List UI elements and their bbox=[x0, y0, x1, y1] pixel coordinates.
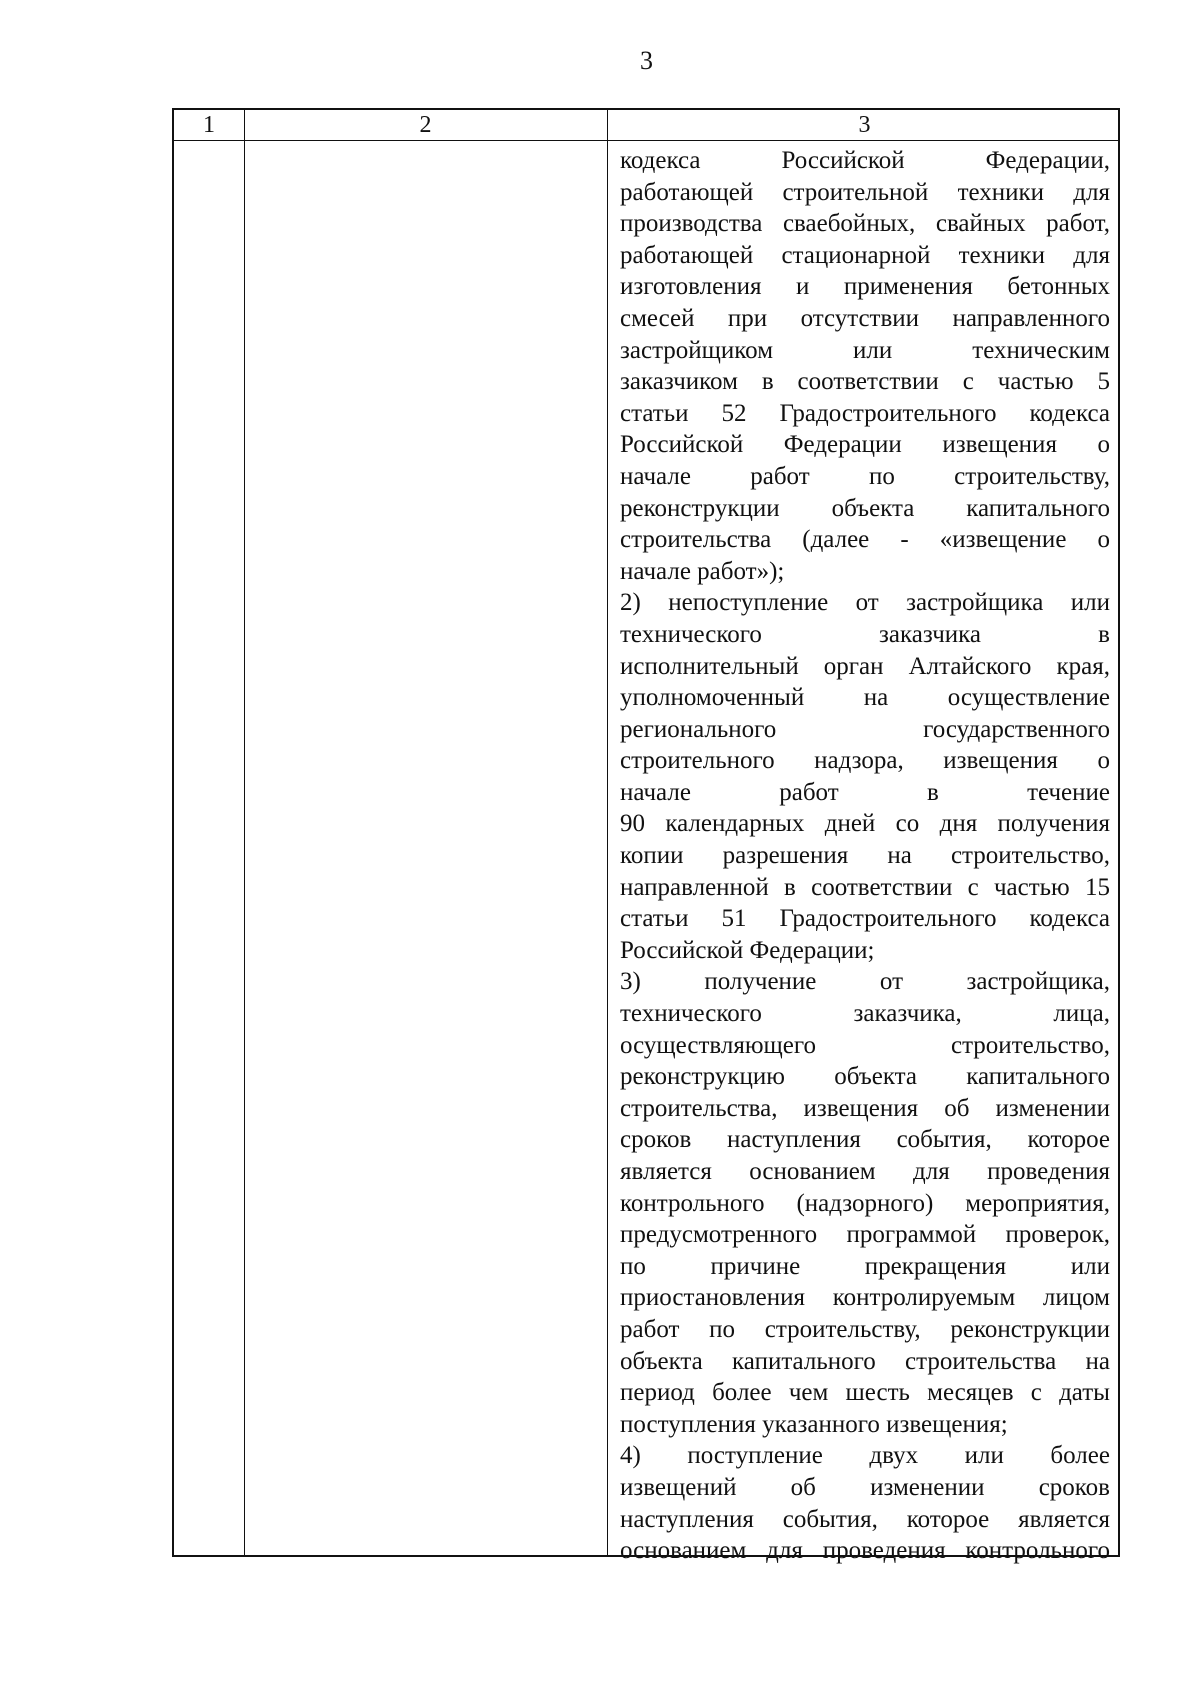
text-line: начале работ»); bbox=[620, 557, 785, 585]
text-line: работающей стационарной техники для bbox=[620, 241, 1110, 269]
header-column-2: 2 bbox=[419, 112, 432, 138]
text-line: 90 календарных дней со дня получения bbox=[620, 810, 1110, 838]
text-line: направленной в соответствии с частью 15 bbox=[620, 873, 1110, 901]
text-line: Российской Федерации; bbox=[620, 936, 875, 964]
text-line: исполнительный орган Алтайского края, bbox=[620, 652, 1110, 680]
text-line: уполномоченный на осуществление bbox=[620, 684, 1110, 712]
text-line: регионального государственного bbox=[620, 715, 1110, 743]
text-line: застройщиком или техническим bbox=[620, 336, 1110, 364]
text-line: статьи 52 Градостроительного кодекса bbox=[620, 399, 1110, 427]
text-line: сроков наступления события, которое bbox=[620, 1126, 1110, 1154]
column-divider-1 bbox=[244, 110, 245, 1555]
text-line: контрольного (надзорного) мероприятия, bbox=[620, 1189, 1110, 1217]
text-line: работ по строительству, реконструкции bbox=[620, 1315, 1110, 1343]
text-line: копии разрешения на строительство, bbox=[620, 842, 1110, 870]
text-line: технического заказчика, лица, bbox=[620, 1000, 1110, 1028]
text-line: наступления события, которое является bbox=[620, 1505, 1110, 1533]
text-line: реконструкции объекта капитального bbox=[620, 494, 1110, 522]
text-line: строительства (далее - «извещение о bbox=[620, 526, 1110, 554]
text-line: основанием для проведения контрольного bbox=[620, 1537, 1110, 1565]
column-divider-2 bbox=[607, 110, 608, 1555]
text-line: является основанием для проведения bbox=[620, 1158, 1110, 1185]
text-line: реконструкцию объекта капитального bbox=[620, 1063, 1110, 1091]
text-line: начале работ в течение bbox=[620, 778, 1110, 806]
text-line: изготовления и применения бетонных bbox=[620, 273, 1110, 301]
text-line: приостановления контролируемым лицом bbox=[620, 1284, 1110, 1312]
text-line: извещений об изменении сроков bbox=[620, 1473, 1110, 1501]
text-line: производства сваебойных, свайных работ, bbox=[620, 210, 1110, 238]
header-column-1: 1 bbox=[203, 112, 215, 138]
text-line: осуществляющего строительство, bbox=[620, 1031, 1110, 1059]
text-line: кодекса Российской Федерации, bbox=[620, 147, 1110, 174]
text-line: Российской Федерации извещения о bbox=[620, 431, 1110, 459]
column-3-text bbox=[620, 145, 1110, 1567]
text-line: период более чем шесть месяцев с даты bbox=[620, 1379, 1110, 1407]
text-line: статьи 51 Градостроительного кодекса bbox=[620, 905, 1110, 933]
text-line: технического заказчика в bbox=[620, 620, 1110, 648]
page-number: 3 bbox=[640, 46, 653, 75]
text-line: 3) получение от застройщика, bbox=[620, 968, 1110, 996]
text-line: поступления указанного извещения; bbox=[620, 1410, 1008, 1438]
header-column-3: 3 bbox=[858, 112, 871, 138]
text-line: заказчиком в соответствии с частью 5 bbox=[620, 368, 1110, 396]
text-line: предусмотренного программой проверок, bbox=[620, 1221, 1110, 1249]
document-table bbox=[172, 108, 1120, 1565]
text-line: объекта капитального строительства на bbox=[620, 1347, 1110, 1375]
text-line: по причине прекращения или bbox=[620, 1252, 1110, 1280]
text-line: строительства, извещения об изменении bbox=[620, 1094, 1110, 1122]
text-line: начале работ по строительству, bbox=[620, 462, 1110, 490]
text-line: смесей при отсутствии направленного bbox=[620, 304, 1110, 332]
text-line: строительного надзора, извещения о bbox=[620, 747, 1110, 775]
text-line: работающей строительной техники для bbox=[620, 178, 1110, 206]
text-line: 4) поступление двух или более bbox=[620, 1442, 1110, 1470]
header-divider bbox=[174, 140, 1118, 141]
text-line: 2) непоступление от застройщика или bbox=[620, 589, 1110, 617]
